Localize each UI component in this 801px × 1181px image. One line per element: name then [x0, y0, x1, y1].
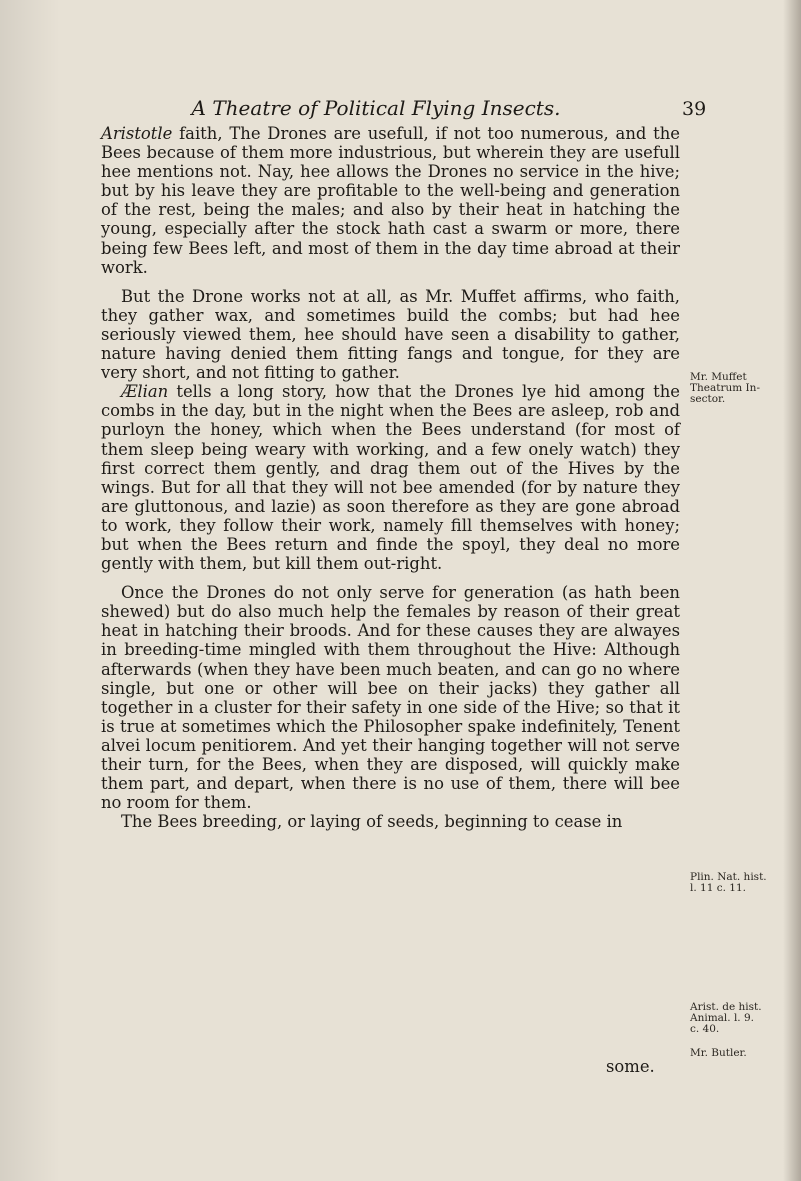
- body-text: [101, 124, 680, 831]
- paragraph-4: [101, 583, 680, 812]
- margin-note-line: Mr. Muffet: [690, 371, 747, 383]
- margin-note-line: sector.: [690, 393, 726, 405]
- catchword: some.: [606, 1057, 655, 1076]
- margin-note-line: c. 40.: [690, 1023, 720, 1035]
- margin-note-pliny: [690, 872, 770, 894]
- paragraph-5-text: The Bees breeding, or laying of seeds, beginning to cease in: [121, 812, 623, 832]
- paragraph-1: [101, 124, 680, 277]
- margin-note-line: Animal. l. 9.: [690, 1012, 755, 1024]
- paragraph-4-text: Once the Drones do not only serve for generation (as hath been shewed) but do also much help the females by reason of their great heat in hatching their broods. And for these causes they are alwayes in breeding-time mingled with them throughout the Hive: Although afterwards (when they have been much beaten, and can go no where single, but one or other will bee on their jacks) they gather all together in a cluster for their safety in one side of the Hive; so that it is true at sometimes which the Philosopher spake indefinitely, Tenent alvei locum penitiorem. And yet their hanging together will not serve their turn, for the Bees, when they are disposed, will quickly make them part, and depart, when there is no use of them, there will bee no room for them.: [101, 583, 680, 813]
- paragraph-2: [101, 287, 680, 382]
- margin-note-butler: [690, 1048, 770, 1059]
- paragraph-3: [101, 382, 680, 573]
- margin-note-line: Plin. Nat. hist.: [690, 871, 767, 883]
- paragraph-3-lead: Ælian: [121, 382, 169, 402]
- paragraph-1-text: faith, The Drones are usefull, if not too numerous, and the Bees because of them more industrious, but wherein they are usefull hee mentions not. Nay, hee allows the Drones no service in the hive; but by his leave they are profitable to the well-being and generation of the rest, being the males; and also by their heat in hatching the young, especially after the stock hath cast a swarm or more, there being few Bees left, and most of them in the day time abroad at their work.: [101, 124, 680, 277]
- page-number: 39: [682, 98, 707, 120]
- margin-note-line: Theatrum In-: [690, 382, 760, 394]
- paragraph-1-lead: Aristotle: [101, 124, 173, 143]
- paragraph-3-text: tells a long story, how that the Drones lye hid among the combs in the day, but in the night when the Bees are asleep, rob and purloyn the honey, which when the Bees understand (for most of them sleep being weary with working, and a few onely watch) they first correct them gently, and drag them out of the Hives by the wings. But for all that they will not bee amended (for by nature they are gluttonous, and lazie) as soon therefore as they are gone abroad to work, they follow their work, namely fill themselves with honey; but when the Bees return and finde the spoyl, they deal no more gently with them, but kill them out-right.: [101, 382, 680, 574]
- margin-note-muffet: [690, 372, 770, 405]
- margin-note-line: l. 11 c. 11.: [690, 882, 746, 894]
- paragraph-5: [101, 812, 680, 831]
- paragraph-2-text: But the Drone works not at all, as Mr. Muffet affirms, who faith, they gather wax, and sometimes build the combs; but had hee seriously viewed them, hee should have seen a disability to gather, nature having denied them fitting fangs and tongue, for they are very short, and not fitting to gather.: [101, 286, 680, 383]
- running-head: A Theatre of Political Flying Insects.: [191, 96, 561, 120]
- margin-note-line: Mr. Butler.: [690, 1047, 747, 1059]
- margin-note-line: Arist. de hist.: [690, 1001, 762, 1013]
- margin-note-aristotle: [690, 1002, 770, 1035]
